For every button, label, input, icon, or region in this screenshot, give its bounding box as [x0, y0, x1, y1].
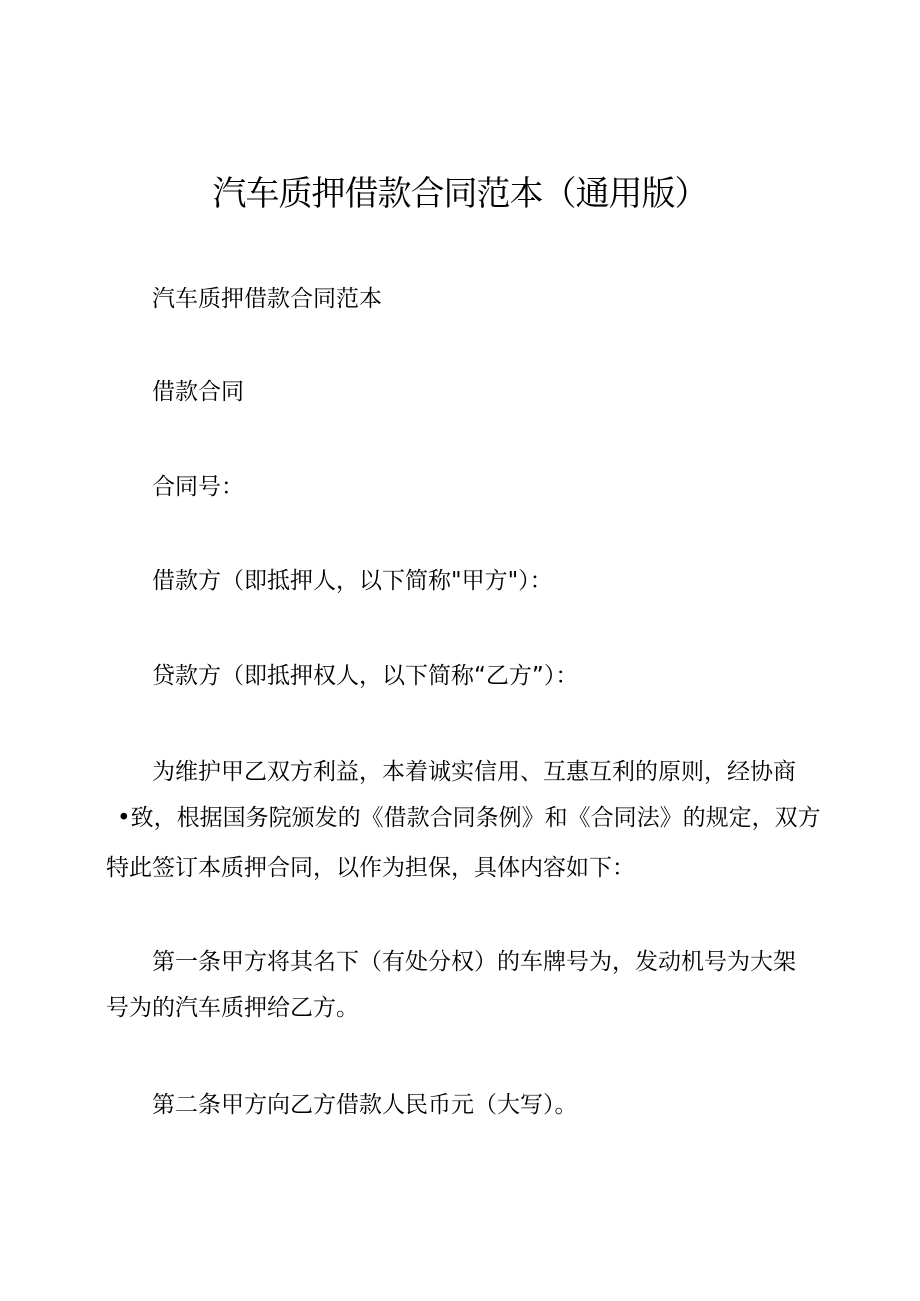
- contract-heading: 借款合同: [152, 379, 244, 405]
- article-1-line-1: 第一条甲方将其名下（有处分权）的车牌号为，发动机号为大架: [152, 949, 796, 975]
- preamble-line-2: •致，根据国务院颁发的《借款合同条例》和《合同法》的规定，双方: [117, 805, 821, 831]
- borrower-label: 借款方（即抵押人，以下简称"甲方"）：: [152, 568, 553, 594]
- document-subtitle: 汽车质押借款合同范本: [152, 286, 382, 312]
- article-2: 第二条甲方向乙方借款人民币元（大写）。: [152, 1092, 578, 1118]
- article-1-line-2: 号为的汽车质押给乙方。: [106, 995, 359, 1021]
- document-title: 汽车质押借款合同范本（通用版）: [212, 174, 708, 214]
- preamble-line-1: 为维护甲乙双方利益，本着诚实信用、互惠互利的原则，经协商: [152, 759, 796, 785]
- lender-label: 贷款方（即抵押权人，以下简称“乙方”）：: [152, 663, 579, 689]
- preamble-line-3: 特此签订本质押合同，以作为担保，具体内容如下：: [106, 855, 635, 881]
- contract-number-label: 合同号：: [152, 474, 244, 500]
